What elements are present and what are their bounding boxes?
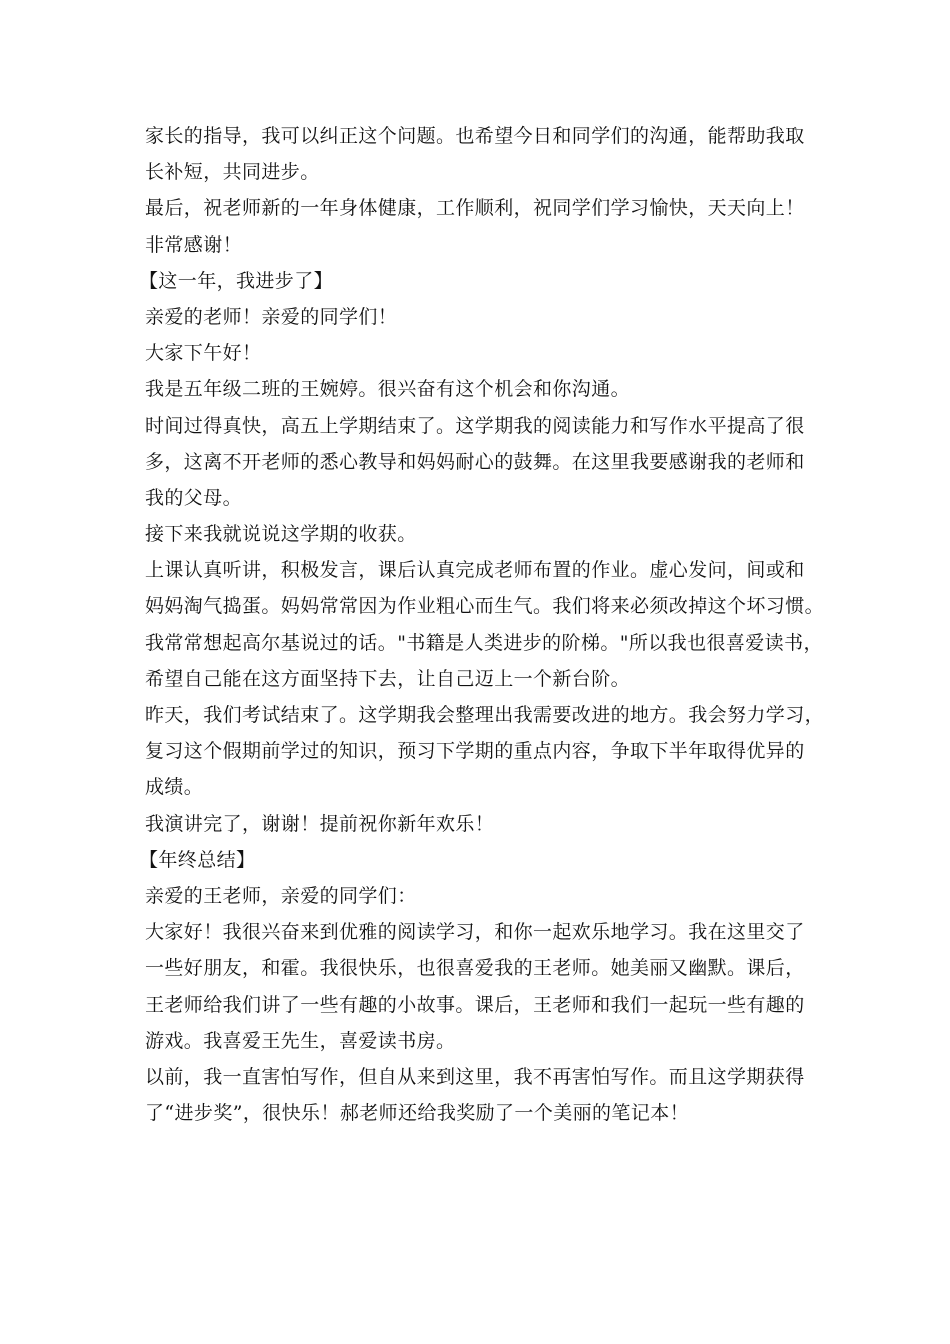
paragraph-line: 大家下午好！ <box>145 342 262 365</box>
paragraph-line: 最后，祝老师新的一年身体健康，工作顺利，祝同学们学习愉快，天天向上！ <box>145 197 805 220</box>
section-heading: 【年终总结】 <box>139 848 256 871</box>
paragraph-line: 我是五年级二班的王婉婷。很兴奋有这个机会和你沟通。 <box>145 378 631 401</box>
paragraph-line: 多，这离不开老师的悉心教导和妈妈耐心的鼓舞。在这里我要感谢我的老师和 <box>145 450 805 473</box>
paragraph-line: 长补短，共同进步。 <box>145 161 320 184</box>
paragraph-line: 了“进步奖”，很快乐！郝老师还给我奖励了一个美丽的笔记本！ <box>145 1102 690 1125</box>
document-body <box>139 118 825 1131</box>
paragraph-line: 亲爱的王老师，亲爱的同学们： <box>145 884 417 907</box>
paragraph-line: 家长的指导，我可以纠正这个问题。也希望今日和同学们的沟通，能帮助我取 <box>145 125 805 147</box>
paragraph-line: 王老师给我们讲了一些有趣的小故事。课后，王老师和我们一起玩一些有趣的 <box>145 993 805 1016</box>
paragraph-line: 我演讲完了，谢谢！提前祝你新年欢乐！ <box>145 812 495 835</box>
paragraph-line: 妈妈淘气捣蛋。妈妈常常因为作业粗心而生气。我们将来必须改掉这个坏习惯。 <box>145 595 825 618</box>
paragraph-line: 接下来我就说说这学期的收获。 <box>145 523 417 546</box>
paragraph-line: 非常感谢！ <box>145 233 243 256</box>
paragraph-line: 希望自己能在这方面坚持下去，让自己迈上一个新台阶。 <box>145 667 631 690</box>
paragraph-line: 我的父母。 <box>145 486 243 509</box>
paragraph-line: 时间过得真快，高五上学期结束了。这学期我的阅读能力和写作水平提高了很 <box>145 414 805 437</box>
paragraph-line: 一些好朋友，和霍。我很快乐，也很喜爱我的王老师。她美丽又幽默。课后， <box>145 957 805 980</box>
paragraph-line: 以前，我一直害怕写作，但自从来到这里，我不再害怕写作。而且这学期获得 <box>145 1065 805 1088</box>
paragraph-line: 大家好！我很兴奋来到优雅的阅读学习，和你一起欢乐地学习。我在这里交了 <box>145 921 805 944</box>
section-heading: 【这一年，我进步了】 <box>139 269 334 292</box>
paragraph-line: 上课认真听讲，积极发言，课后认真完成老师布置的作业。虚心发问，间或和 <box>145 559 805 582</box>
paragraph-line: 昨天，我们考试结束了。这学期我会整理出我需要改进的地方。我会努力学习， <box>145 704 825 726</box>
paragraph-line: 复习这个假期前学过的知识，预习下学期的重点内容，争取下半年取得优异的 <box>145 740 805 763</box>
paragraph-line: 亲爱的老师！亲爱的同学们！ <box>145 305 398 328</box>
paragraph-line: 我常常想起高尔基说过的话。"书籍是人类进步的阶梯。"所以我也很喜爱读书， <box>145 631 823 654</box>
paragraph-line: 游戏。我喜爱王先生，喜爱读书房。 <box>145 1029 456 1052</box>
paragraph-line: 成绩。 <box>145 776 204 799</box>
